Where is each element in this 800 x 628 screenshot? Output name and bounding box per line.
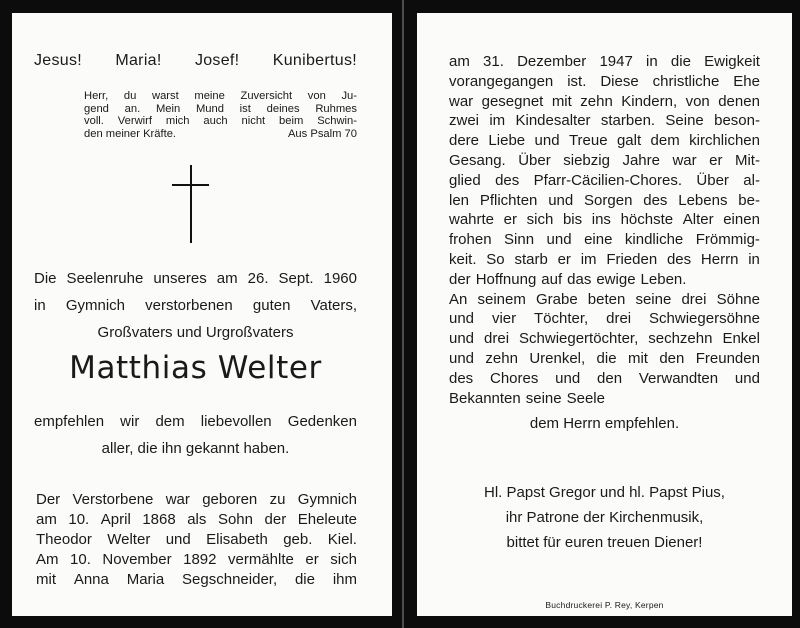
- word: seine: [635, 290, 672, 308]
- word: Pflichten: [479, 191, 538, 209]
- word: Eheleute: [297, 511, 357, 528]
- word: auf: [541, 270, 563, 288]
- word: geboren: [202, 491, 258, 508]
- body-line: [449, 131, 760, 151]
- word: 1868: [142, 511, 176, 528]
- word: und: [449, 330, 475, 348]
- word: in: [646, 53, 658, 70]
- word: ewige: [596, 270, 636, 288]
- word: 31.: [483, 53, 504, 70]
- word: Ehe: [733, 72, 760, 90]
- word: er: [709, 151, 723, 169]
- word: 10.: [68, 511, 90, 528]
- word: glied: [449, 171, 481, 189]
- word: Grabe: [535, 290, 578, 308]
- word: keit.: [449, 250, 477, 268]
- biography: [36, 490, 357, 590]
- body-line: [449, 250, 760, 270]
- word: am: [36, 511, 57, 528]
- word: Maria: [126, 571, 165, 588]
- word: Frömmig-: [695, 231, 760, 249]
- word: er: [305, 551, 319, 568]
- intro-line: Die Seelenruhe unseres am 26. Sept. 1960: [34, 270, 357, 287]
- body-line: [449, 72, 760, 92]
- body-line: [449, 191, 760, 211]
- body-line: [449, 290, 760, 310]
- word: kindliche: [624, 231, 684, 249]
- word: eine: [584, 231, 613, 249]
- word: denen: [718, 92, 760, 110]
- body-line: [449, 329, 760, 349]
- invocation: Kunibertus!: [272, 52, 357, 69]
- word: wahrte: [449, 211, 495, 229]
- word: kirchlichen: [689, 132, 760, 150]
- patron-line: ihr Patrone der Kirchenmusik,: [505, 509, 704, 526]
- word: Pfarr-Cäcilien-Chores.: [533, 171, 683, 189]
- invocation: Maria!: [115, 52, 162, 69]
- word: des: [449, 369, 474, 387]
- word: An: [449, 290, 468, 308]
- word: frohen: [449, 231, 492, 249]
- word: Lebens: [678, 191, 728, 209]
- word: Verwandten: [638, 369, 719, 387]
- word: Theodor: [36, 531, 92, 548]
- patron-prayer: [449, 480, 760, 555]
- word: sich: [330, 551, 357, 568]
- word: Urenkel,: [529, 349, 586, 367]
- word: die: [596, 349, 617, 367]
- word: Alter: [682, 211, 714, 229]
- commend-text: [34, 408, 357, 462]
- word: und: [734, 369, 760, 387]
- psalm-line: den meiner Kräfte.: [84, 127, 177, 140]
- word: November: [102, 551, 172, 568]
- word: mit: [627, 349, 648, 367]
- word: Verstorbene: [72, 491, 154, 508]
- word: 1892: [183, 551, 217, 568]
- word: zu: [269, 491, 286, 508]
- word: christliche: [652, 72, 720, 90]
- body-line: [449, 171, 760, 191]
- closing-line: dem Herrn empfehlen.: [529, 415, 680, 432]
- word: und: [534, 132, 560, 150]
- word: sich: [526, 211, 554, 229]
- body-line: [449, 111, 760, 131]
- word: am: [449, 53, 470, 70]
- bio-line: [36, 570, 357, 590]
- word: war: [165, 491, 190, 508]
- word: galt: [616, 132, 642, 150]
- word: geb.: [283, 531, 313, 548]
- word: 10.: [70, 551, 91, 568]
- right-card: [404, 0, 800, 628]
- word: und: [449, 310, 475, 328]
- word: Chores: [490, 369, 539, 387]
- word: Bekannten: [449, 389, 521, 407]
- invocation: Josef!: [194, 52, 240, 69]
- word: und: [555, 369, 581, 387]
- word: des: [666, 250, 692, 268]
- body-line: [449, 52, 760, 72]
- word: von: [685, 92, 710, 110]
- word: vorangegangen: [449, 72, 554, 90]
- word: Hoffnung: [475, 270, 537, 288]
- intro-line: in Gymnich verstorbenen guten Vaters,: [34, 297, 357, 314]
- invocations: [34, 52, 357, 70]
- word: Sohn: [217, 511, 253, 528]
- word: den: [659, 349, 685, 367]
- word: ist.: [567, 72, 587, 90]
- word: Freunden: [695, 349, 760, 367]
- word: Seine: [665, 112, 704, 130]
- word: Sorgen: [584, 191, 633, 209]
- patron-line: Hl. Papst Gregor und hl. Papst Pius,: [484, 484, 725, 501]
- body-line: [449, 151, 760, 171]
- word: be-: [738, 191, 760, 209]
- word: starben.: [600, 112, 656, 130]
- word: die: [670, 53, 691, 70]
- word: und: [546, 231, 572, 249]
- word: April: [100, 511, 131, 528]
- word: beson-: [714, 112, 760, 130]
- word: seine: [525, 389, 562, 407]
- word: der: [264, 511, 287, 528]
- word: Segschneider,: [182, 571, 278, 588]
- word: seinem: [477, 290, 526, 308]
- word: das: [567, 270, 592, 288]
- word: Über: [518, 151, 551, 169]
- cross-icon: [172, 165, 210, 245]
- patron-line: bittet für euren treuen Diener!: [506, 534, 703, 551]
- intro-line: Großvaters und Urgroßvaters: [97, 324, 294, 341]
- body-line: [449, 92, 760, 112]
- word: gesegnet: [481, 92, 544, 110]
- word: zehn: [580, 92, 613, 110]
- word: Welter: [107, 531, 151, 548]
- psalm-line: gend an. Mein Mund ist deines Ruhmes: [84, 102, 357, 115]
- body-line: [449, 389, 760, 409]
- psalm-line: Herr, du warst meine Zuversicht von Ju-: [84, 90, 357, 102]
- bio-line: [36, 490, 357, 510]
- word: und: [165, 531, 191, 548]
- biography-continued: [449, 52, 760, 408]
- word: Sinn: [504, 231, 535, 249]
- word: Anna: [73, 571, 109, 588]
- word: Dezember: [517, 53, 587, 70]
- word: Leben.: [640, 270, 687, 288]
- word: Kindesalter: [515, 112, 591, 130]
- word: mit: [36, 571, 56, 588]
- word: und: [548, 191, 574, 209]
- word: Elisabeth: [206, 531, 268, 548]
- word: siebzig: [563, 151, 610, 169]
- word: war: [672, 151, 697, 169]
- body-line: [449, 369, 760, 389]
- word: die: [294, 571, 315, 588]
- invocation: Jesus!: [34, 52, 83, 69]
- word: des: [643, 191, 668, 209]
- word: zwei: [449, 112, 480, 130]
- word: als: [187, 511, 207, 528]
- commend-line: aller, die ihn gekannt haben.: [101, 440, 290, 457]
- word: höchste: [620, 211, 674, 229]
- word: Seele: [566, 389, 605, 407]
- word: mit: [551, 92, 572, 110]
- word: len: [449, 191, 470, 209]
- word: zehn: [485, 349, 518, 367]
- bio-line: [36, 550, 357, 570]
- word: al-: [743, 171, 760, 189]
- word: sechzehn: [648, 330, 713, 348]
- word: Schwiegersöhne: [649, 310, 760, 328]
- word: ihm: [332, 571, 357, 588]
- word: Diese: [600, 72, 639, 90]
- word: beten: [587, 290, 626, 308]
- word: Am: [36, 551, 59, 568]
- word: ins: [591, 211, 611, 229]
- word: Mit-: [734, 151, 760, 169]
- word: Töchter,: [534, 310, 589, 328]
- body-line: [449, 270, 760, 290]
- body-line: [449, 309, 760, 329]
- word: Gymnich: [297, 491, 357, 508]
- bio-line: [36, 530, 357, 550]
- word: bis: [562, 211, 583, 229]
- word: im: [580, 250, 597, 268]
- word: Über: [696, 171, 729, 189]
- word: war: [449, 92, 474, 110]
- word: dere: [449, 132, 480, 150]
- commend-line: empfehlen wir dem liebevollen Gedenken: [34, 413, 357, 430]
- word: vermählte: [228, 551, 294, 568]
- word: Schwiegertöchter,: [519, 330, 639, 348]
- psalm-quote: [84, 90, 357, 140]
- word: er: [503, 211, 517, 229]
- word: im: [489, 112, 506, 130]
- word: Enkel: [722, 330, 760, 348]
- deceased-name: Matthias Welter: [69, 350, 322, 386]
- word: Liebe: [488, 132, 526, 150]
- word: Gesang.: [449, 151, 506, 169]
- word: Herrn: [700, 250, 739, 268]
- word: So: [486, 250, 505, 268]
- word: Frieden: [606, 250, 658, 268]
- word: Kiel.: [327, 531, 357, 548]
- word: drei: [606, 310, 632, 328]
- word: einen: [723, 211, 760, 229]
- body-line: [449, 349, 760, 369]
- word: Der: [36, 491, 61, 508]
- word: des: [495, 171, 520, 189]
- word: Jahre: [622, 151, 660, 169]
- word: der: [449, 270, 471, 288]
- word: in: [748, 250, 760, 268]
- word: Söhne: [716, 290, 760, 308]
- word: er: [557, 250, 571, 268]
- word: den: [597, 369, 623, 387]
- word: dem: [650, 132, 680, 150]
- psalm-source: Aus Psalm 70: [287, 127, 357, 140]
- body-line: [449, 230, 760, 250]
- bio-line: [36, 510, 357, 530]
- word: 1947: [599, 53, 633, 70]
- word: drei: [484, 330, 510, 348]
- word: Treue: [568, 132, 608, 150]
- word: Kindern,: [621, 92, 678, 110]
- word: Ewigkeit: [704, 53, 760, 70]
- word: starb: [514, 250, 548, 268]
- psalm-line: voll. Verwirf mich auch nicht beim Schwin-: [84, 115, 357, 128]
- printer-imprint: Buchdruckerei P. Rey, Kerpen: [545, 600, 664, 610]
- word: drei: [681, 290, 707, 308]
- intro-text: [34, 265, 357, 346]
- word: und: [449, 349, 475, 367]
- body-line: [449, 210, 760, 230]
- word: vier: [491, 310, 517, 328]
